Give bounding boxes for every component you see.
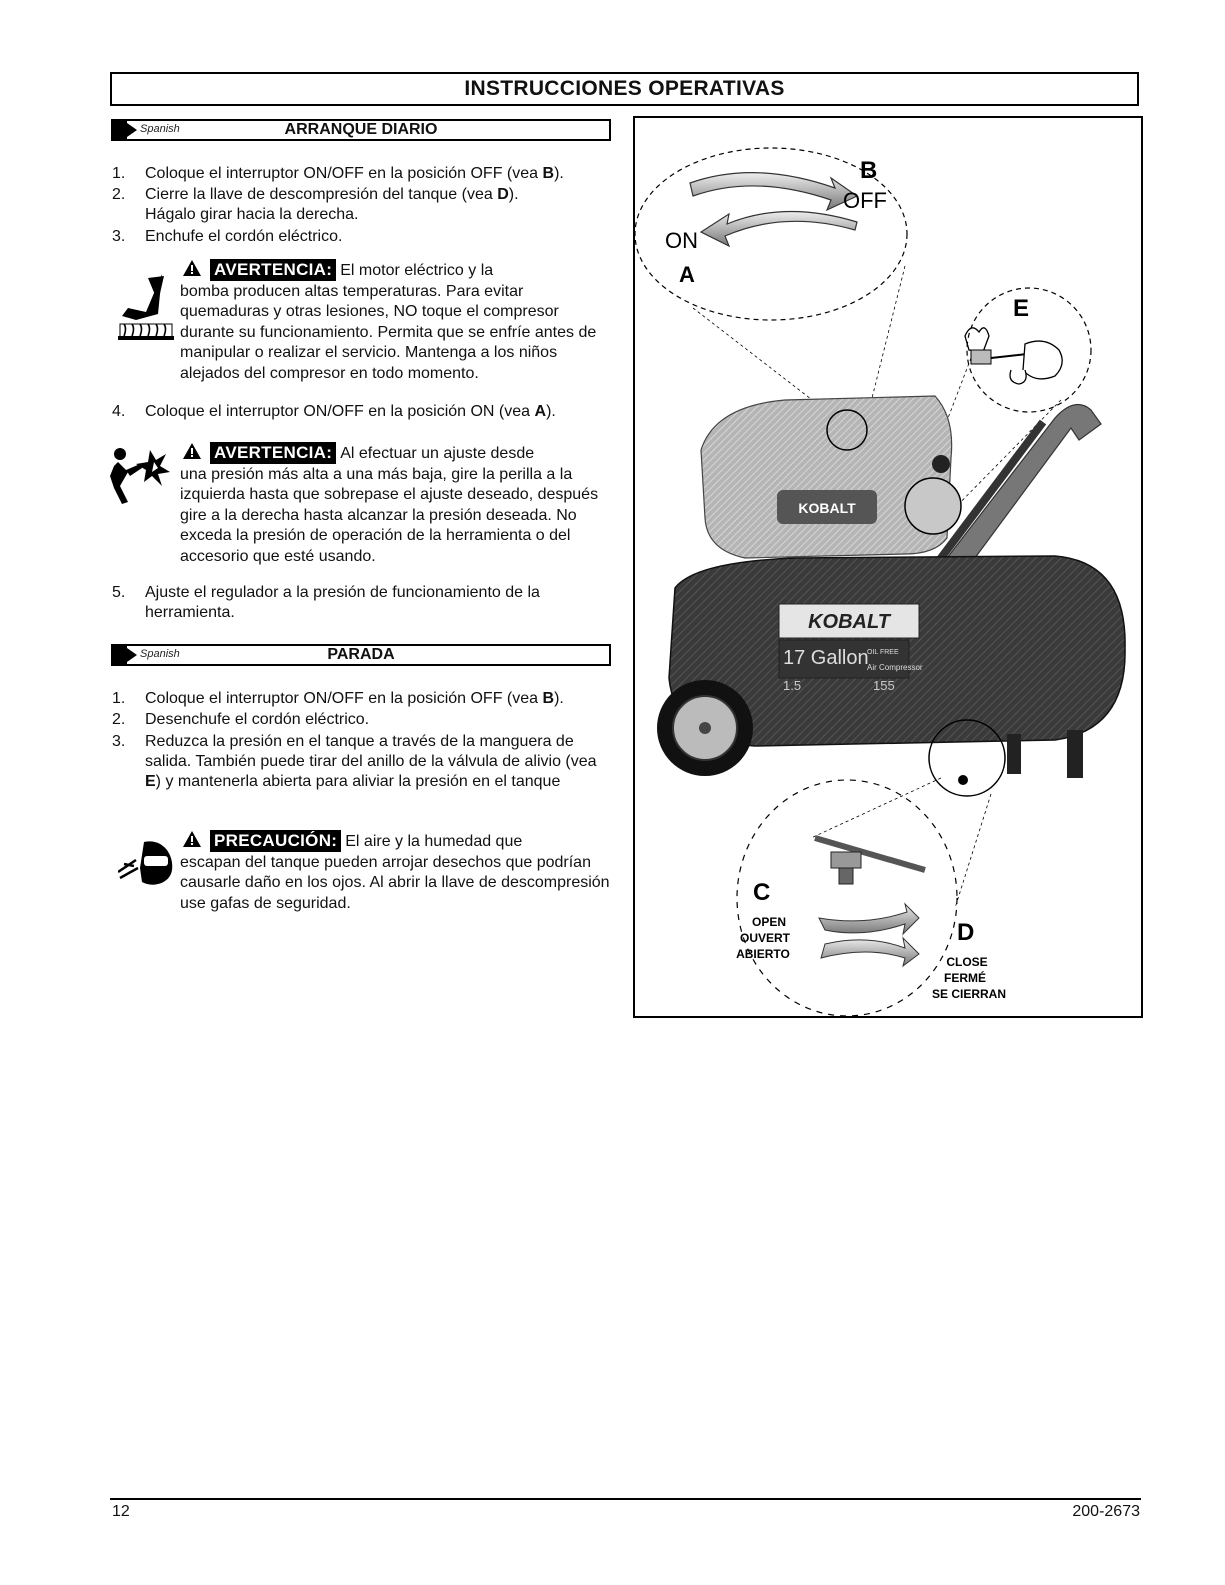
- section-header-arranque: [111, 119, 611, 141]
- step-text: ) y mantenerla abierta para aliviar la presión en el tanque: [155, 773, 561, 790]
- step-text: ).: [554, 690, 564, 707]
- warning-triangle-icon: [182, 259, 202, 277]
- stop-step-3: [112, 732, 617, 792]
- tank-brand: KOBALT: [808, 611, 890, 633]
- step-number: 1.: [112, 690, 126, 707]
- label-se-cierran: SE CIERRAN: [931, 987, 1007, 1001]
- step-2: [112, 185, 617, 225]
- label-on: ON: [665, 228, 698, 253]
- motor-housing: [701, 396, 952, 558]
- step-text: Reduzca la presión en el tanque a través de la manguera de salida. También puede tirar del anillo de la válvula de alivio (vea: [145, 733, 597, 770]
- step-number: 2.: [112, 711, 126, 728]
- figure-reference: B: [542, 690, 555, 707]
- warning-lead-text: Al efectuar un ajuste desde: [340, 445, 535, 462]
- step-text: Enchufe el cordón eléctrico.: [145, 228, 343, 245]
- step-3: [112, 227, 617, 247]
- close-arrow-icon: [821, 938, 919, 966]
- pressure-burst-icon: [106, 442, 172, 506]
- step-number: 4.: [112, 403, 126, 420]
- step-number: 5.: [112, 584, 126, 601]
- step-text: Cierre la llave de descompresión del tanque (vea: [145, 186, 498, 203]
- warning-pressure: [180, 442, 610, 567]
- tank-spec-1: 1.5: [783, 678, 802, 693]
- on-arrow-icon: [701, 211, 857, 246]
- label-open: OPEN: [751, 915, 787, 929]
- label-ouvert: OUVERT: [739, 931, 791, 945]
- compressor-figure: [633, 116, 1143, 1018]
- step-number: 3.: [112, 733, 126, 750]
- label-c: C: [753, 879, 771, 906]
- section-header-parada: [111, 644, 611, 666]
- figure-reference: E: [145, 773, 156, 790]
- tank-spec-2: 155: [873, 678, 895, 693]
- step-1: [112, 164, 617, 184]
- page-title: INSTRUCCIONES OPERATIVAS: [110, 72, 1139, 106]
- label-a: A: [679, 262, 695, 287]
- tank-oil-free: OIL FREE: [867, 649, 899, 656]
- footer-rule: [110, 1498, 1141, 1500]
- figure-reference: D: [497, 186, 509, 203]
- caution-badge: PRECAUCIÓN:: [210, 830, 341, 852]
- warning-triangle-icon: [182, 830, 202, 848]
- warning-badge: AVERTENCIA:: [210, 442, 336, 464]
- open-arrow-icon: [819, 904, 919, 934]
- off-arrow-icon: [690, 173, 857, 210]
- language-label: Spanish: [140, 123, 180, 135]
- tank-model: 17 Gallon: [783, 647, 869, 669]
- handle: [947, 405, 1101, 566]
- hot-surface-icon: [118, 272, 174, 340]
- warning-body-text: una presión más alta a una más baja, gire la perilla a la izquierda hasta que sobrepase el ajuste deseado, después gire a la derecha hasta alcanzar la presión deseada. No exceda la presión de operación de la herramienta o del accesorio que esté usando.: [180, 465, 599, 565]
- step-text: Coloque el interruptor ON/OFF en la posición OFF (vea: [145, 165, 543, 182]
- step-text: Coloque el interruptor ON/OFF en la posición ON (vea: [145, 403, 535, 420]
- figure-reference: B: [542, 165, 555, 182]
- step-text: ). Hágalo girar hacia la derecha.: [145, 186, 519, 223]
- step-text: ).: [546, 403, 556, 420]
- caution-body-text: escapan del tanque pueden arrojar desechos que podrían causarle daño en los ojos. Al abrir la llave de descompresión use gafas de seguridad.: [180, 853, 610, 912]
- step-number: 1.: [112, 165, 126, 182]
- label-ferme: FERMÉ: [944, 971, 986, 985]
- step-number: 3.: [112, 228, 126, 245]
- section-title: PARADA: [327, 646, 395, 663]
- document-number: 200-2673: [1072, 1503, 1140, 1520]
- caution-lead-text: El aire y la humedad que: [345, 833, 523, 850]
- regulator-callout-circle: [905, 478, 961, 534]
- page-number: 12: [112, 1503, 130, 1520]
- caution-eye: [180, 830, 610, 914]
- section-title: ARRANQUE DIARIO: [284, 121, 438, 138]
- tank-foot: [1067, 730, 1083, 778]
- drain-valve: [1007, 734, 1021, 774]
- compressor-illustration: [635, 118, 1141, 1016]
- tank-model-sub: Air Compressor: [867, 663, 923, 672]
- warning-hot-surface: [180, 259, 610, 384]
- figure-reference: A: [534, 403, 547, 420]
- step-text: Ajuste el regulador a la presión de funcionamiento de la herramienta.: [145, 584, 540, 621]
- warning-badge: AVERTENCIA:: [210, 259, 336, 281]
- housing-brand: KOBALT: [798, 500, 856, 516]
- relief-valve-hand-icon: [965, 328, 1062, 384]
- step-number: 2.: [112, 186, 126, 203]
- warning-triangle-icon: [182, 442, 202, 460]
- label-abierto: ABIERTO: [736, 947, 790, 961]
- language-label: Spanish: [140, 648, 180, 660]
- regulator-knob-icon: [932, 455, 950, 473]
- drain-cock-icon: [831, 852, 861, 868]
- eye-hazard-icon: [118, 838, 174, 888]
- stop-step-1: [112, 689, 617, 709]
- step-text: Desenchufe el cordón eléctrico.: [145, 711, 370, 728]
- step-5: [112, 583, 617, 623]
- warning-body-text: bomba producen altas temperaturas. Para evitar quemaduras y otras lesiones, NO toque el compresor durante su funcionamiento. Permita que se enfríe antes de manipular o realizar el servicio. Mantenga a los niños alejados del compresor en todo momento.: [180, 282, 597, 382]
- step-text: ).: [554, 165, 564, 182]
- label-d: D: [957, 919, 975, 946]
- step-4: [112, 402, 617, 422]
- label-off: OFF: [843, 188, 887, 213]
- label-b: B: [860, 157, 878, 184]
- stop-step-2: [112, 710, 617, 730]
- step-text: Coloque el interruptor ON/OFF en la posición OFF (vea: [145, 690, 543, 707]
- label-close: CLOSE: [946, 955, 988, 969]
- label-e: E: [1013, 295, 1030, 322]
- warning-lead-text: El motor eléctrico y la: [340, 262, 494, 279]
